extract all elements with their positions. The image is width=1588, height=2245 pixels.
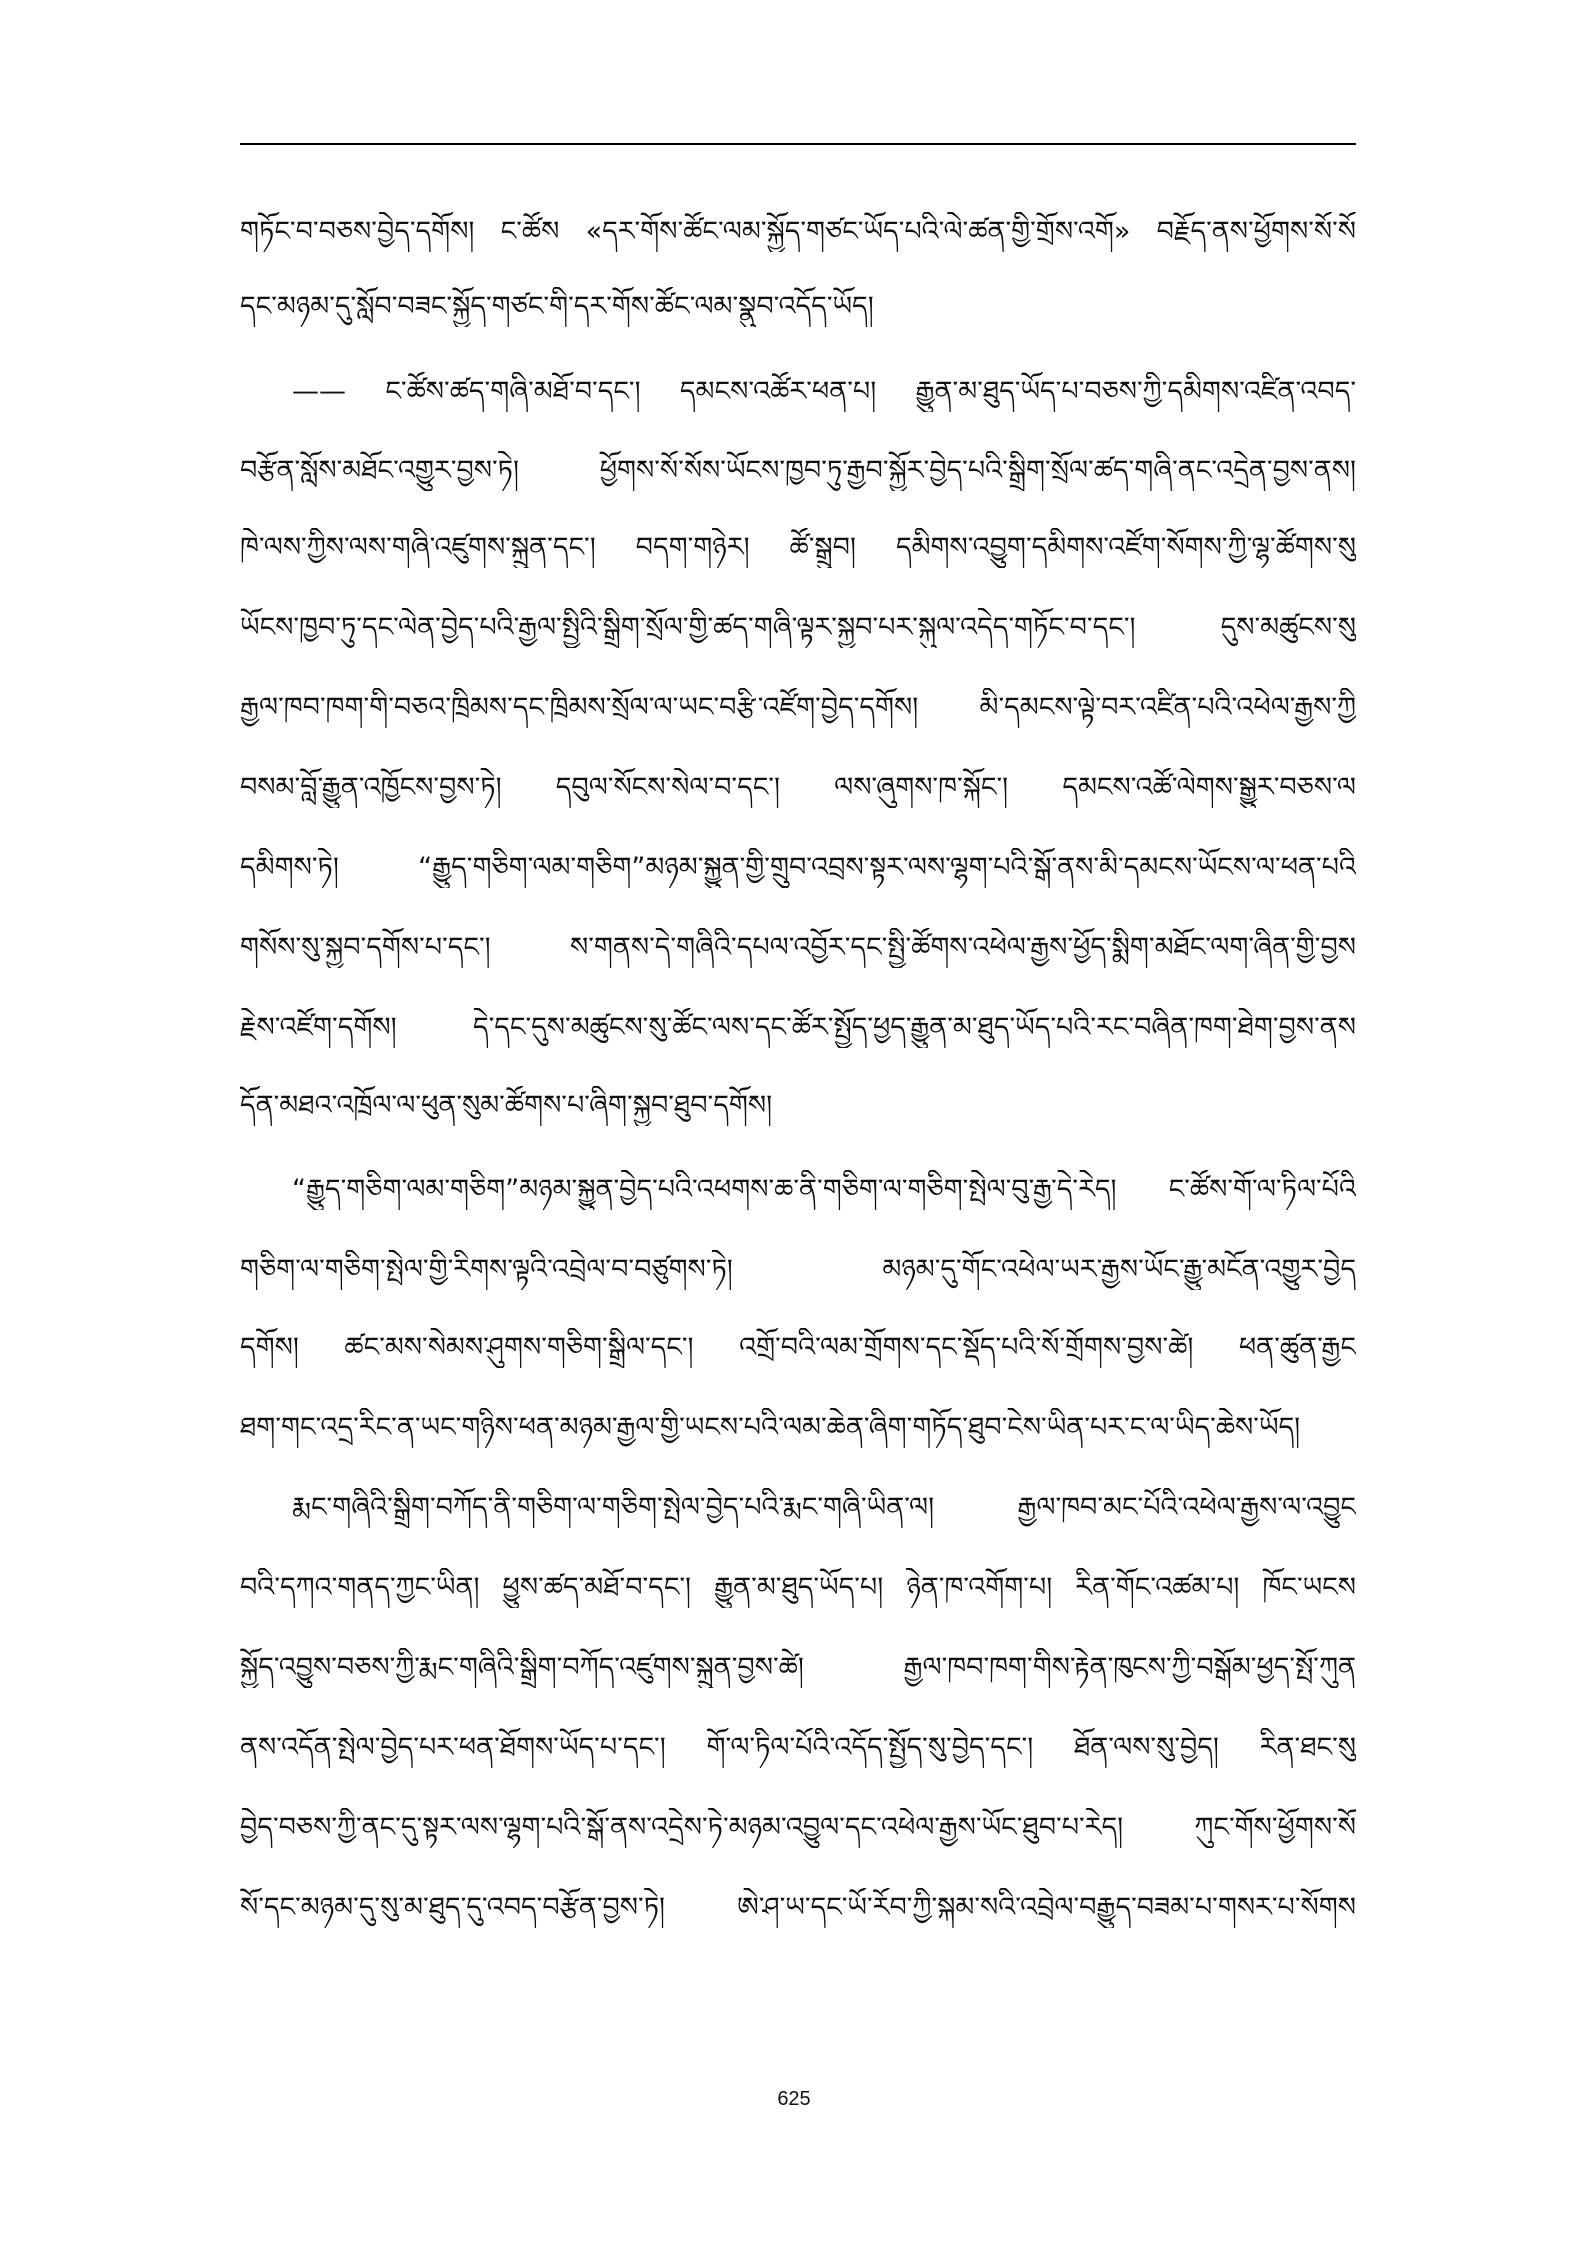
- text-line: —— ང་ཚོས་ཚད་གཞི་མཐོ་བ་དང་། དམངས་འཚོར་ཕན་པ། རྒྱུན་མ་ཐུད་ཡོད་པ་བཅས་ཀྱི་དམིགས་འཛིན་འབད་: [292, 376, 1356, 407]
- text-line: ཁེ་ལས་ཀྱིས་ལས་གཞི་འཛུགས་སྐྲུན་དང་། བདག་གཉེར། ཚོ་སྒྲུབ། དམིགས་འབྱུག་དམིགས་འཛོག་སོགས་ཀྱི་ལྷ་ཚོགས་སུ: [240, 532, 1356, 563]
- text-line: ནས་འདོན་སྤེལ་བྱེད་པར་ཕན་ཐོགས་ཡོད་པ་དང་། གོ་ལ་ཏིལ་པོའི་འདོད་སྤྱོད་སུ་བྱེད་དང་། ཐོན་ལས་སུ་བྱེད། རིན་ཐང་སུ: [240, 1732, 1356, 1763]
- text-line: རྗེས་འཛོག་དགོས། དེ་དང་དུས་མཚུངས་སུ་ཚོང་ལས་དང་ཚོར་སྤྱོད་ཕྱད་རྒྱུན་མ་ཐུད་ཡོད་པའི་རང་བཞིན་ཁག་ཐེག་བྱས་ནས: [240, 1012, 1356, 1043]
- text-line: ཐག་གང་འདྲ་རིང་ན་ཡང་གཉིས་ཕན་མཉམ་རྒྱལ་གྱི་ཡངས་པའི་ལམ་ཆེན་ཞིག་གཏོད་ཐུབ་ངེས་ཡིན་པར་ང་ལ་ཡིད་ཆེས་ཡོད།: [240, 1412, 1301, 1443]
- header-rule: [240, 143, 1356, 145]
- text-line: སོ་དང་མཉམ་དུ་སུ་མ་ཐུད་དུ་འབད་བརྩོན་བྱས་ཏེ། ཨེ་ཤ་ཡ་དང་ཡོ་རོབ་ཀྱི་སྐམ་སའི་འབྲེལ་བརྒྱུད་བཟམ་པ་གསར་པ་སོགས: [240, 1892, 1356, 1923]
- text-line: བྱེད་བཅས་ཀྱི་ནང་དུ་སྟར་ལས་ལྷག་པའི་སྒོ་ནས་འདྲེས་ཏེ་མཉམ་འབྱུལ་དང་འཕེལ་རྒྱས་ཡོང་ཐུབ་པ་རེད། ཀུང་གོས་ཕྱོགས་སོ: [240, 1812, 1356, 1843]
- text-line: དང་མཉམ་དུ་སློབ་བཟང་སྐྱོད་གཙང་གི་དར་གོས་ཚོང་ལམ་སྣུབ་འདོད་ཡོད།: [240, 291, 874, 322]
- text-line: གཅིག་ལ་གཅིག་སྤེལ་གྱི་རིགས་ལྟའི་འབྲེལ་བ་བཙུགས་ཏེ། མཉམ་དུ་གོང་འཕེལ་ཡར་རྒྱས་ཡོང་རྒྱུ་མངོན་འགྱུར་བྱེད: [240, 1254, 1356, 1285]
- text-line: དོན་མཐའ་འཁྲོལ་ལ་ཕུན་སུམ་ཚོགས་པ་ཞིག་སྐྱབ་ཐུབ་དགོས།: [240, 1090, 773, 1121]
- text-line: བསམ་བློ་རྒྱུན་འཁྱོངས་བྱས་ཏེ། དབུལ་སོངས་སེལ་བ་དང་། ལས་ཞུགས་ཁ་སྐོང་། དམངས་འཚོ་ལེགས་སྒྱུར་བཅས་ལ: [240, 772, 1356, 803]
- text-line: བརྩོན་སློས་མཐོང་འགྱུར་བྱས་ཏེ། ཕྱོགས་སོ་སོས་ཡོངས་ཁྱབ་ཏུ་རྒྱབ་སྐྱོར་བྱེད་པའི་སྒྲིག་སྲོལ་ཚད་གཞི་ནང་འདྲེན་བྱས་ནས།: [240, 455, 1356, 486]
- text-line: རྒྱལ་ཁབ་ཁག་གི་བཅའ་ཁྲིམས་དང་ཁྲིམས་སྲོལ་ལ་ཡང་བརྩི་འཛོག་བྱེད་དགོས། མི་དམངས་ལྟེ་བར་འཛིན་པའི་འཕེལ་རྒྱས་ཀྱི: [240, 692, 1356, 723]
- page-number: 625: [777, 2088, 811, 2110]
- text-line: བའི་དཀའ་གནད་ཀྱང་ཡིན། ཕྱུས་ཚད་མཐོ་བ་དང་། རྒྱུན་མ་ཐུད་ཡོད་པ། ཉེན་ཁ་འགོག་པ། རིན་གོང་འཚམ་པ། ཁོང་ཡངས: [240, 1572, 1356, 1603]
- text-line: “རྒྱུད་གཅིག་ལམ་གཅིག”མཉམ་སྐྱུན་བྱེད་པའི་འཕགས་ཆ་ནི་གཅིག་ལ་གཅིག་སྤེལ་བུ་རྒྱ་དེ་རེད། ང་ཚོས་གོ་ལ་ཏིལ་པོའི: [292, 1174, 1356, 1205]
- text-line: གཏོང་བ་བཅས་བྱེད་དགོས། ང་ཚོས «དར་གོས་ཚོང་ལམ་སྐྱོད་གཙང་ཡོད་པའི་ལེ་ཚན་གྱི་གྲོས་འགོ» བརྗོད་ནས་ཕྱོགས་སོ་སོ: [240, 216, 1356, 247]
- text-line: སྐྱོད་འབྱུས་བཅས་ཀྱི་རྨང་གཞིའི་སྒྲིག་བཀོད་འཛུགས་སྐྲུན་བྱས་ཚེ། རྒྱལ་ཁབ་ཁག་གིས་རྟེན་ཁུངས་ཀྱི་བསྒོམ་ཕྱད་སྤོ་ཀུན: [240, 1652, 1356, 1683]
- text-line: རྨང་གཞིའི་སྒྲིག་བཀོད་ནི་གཅིག་ལ་གཅིག་སྤེལ་བྱེད་པའི་རྨང་གཞི་ཡིན་ལ། རྒྱལ་ཁབ་མང་པོའི་འཕེལ་རྒྱས་ལ་འབྱུང: [292, 1492, 1356, 1523]
- text-line: ཡོངས་ཁྱབ་ཏུ་དང་ལེན་བྱེད་པའི་རྒྱལ་སྤྱིའི་སྒྲིག་སྲོལ་གྱི་ཚད་གཞི་ལྟར་སྐྱབ་པར་སྐུལ་འདེད་གཏོང་བ་དང་། དུས་མཚུངས་སུ: [240, 612, 1356, 643]
- text-line: དགོས། ཚང་མས་སེམས་ཤུགས་གཅིག་སྒྲིལ་དང་། འགྲོ་བའི་ལམ་གྲོགས་དང་སྡོད་པའི་སོ་གྲོགས་བྱས་ཚེ། ཕན་ཚུན་རྒྱང: [240, 1332, 1356, 1363]
- text-line: དམིགས་ཏེ། “རྒྱུད་གཅིག་ལམ་གཅིག”མཉམ་སྐྱུན་གྱི་གྲུབ་འབྲས་སྟར་ལས་ལྷག་པའི་སྒོ་ནས་མི་དམངས་ཡོངས་ལ་ཕན་པའི: [240, 852, 1356, 883]
- text-line: གསོས་སུ་སྐྱབ་དགོས་པ་དང་། ས་གནས་དེ་གཞིའི་དཔལ་འབྱོར་དང་སྤྱི་ཚོགས་འཕེལ་རྒྱས་ཕྱོད་སྨིག་མཐོང་ལག་ཞིན་གྱི་བྱས: [240, 932, 1356, 963]
